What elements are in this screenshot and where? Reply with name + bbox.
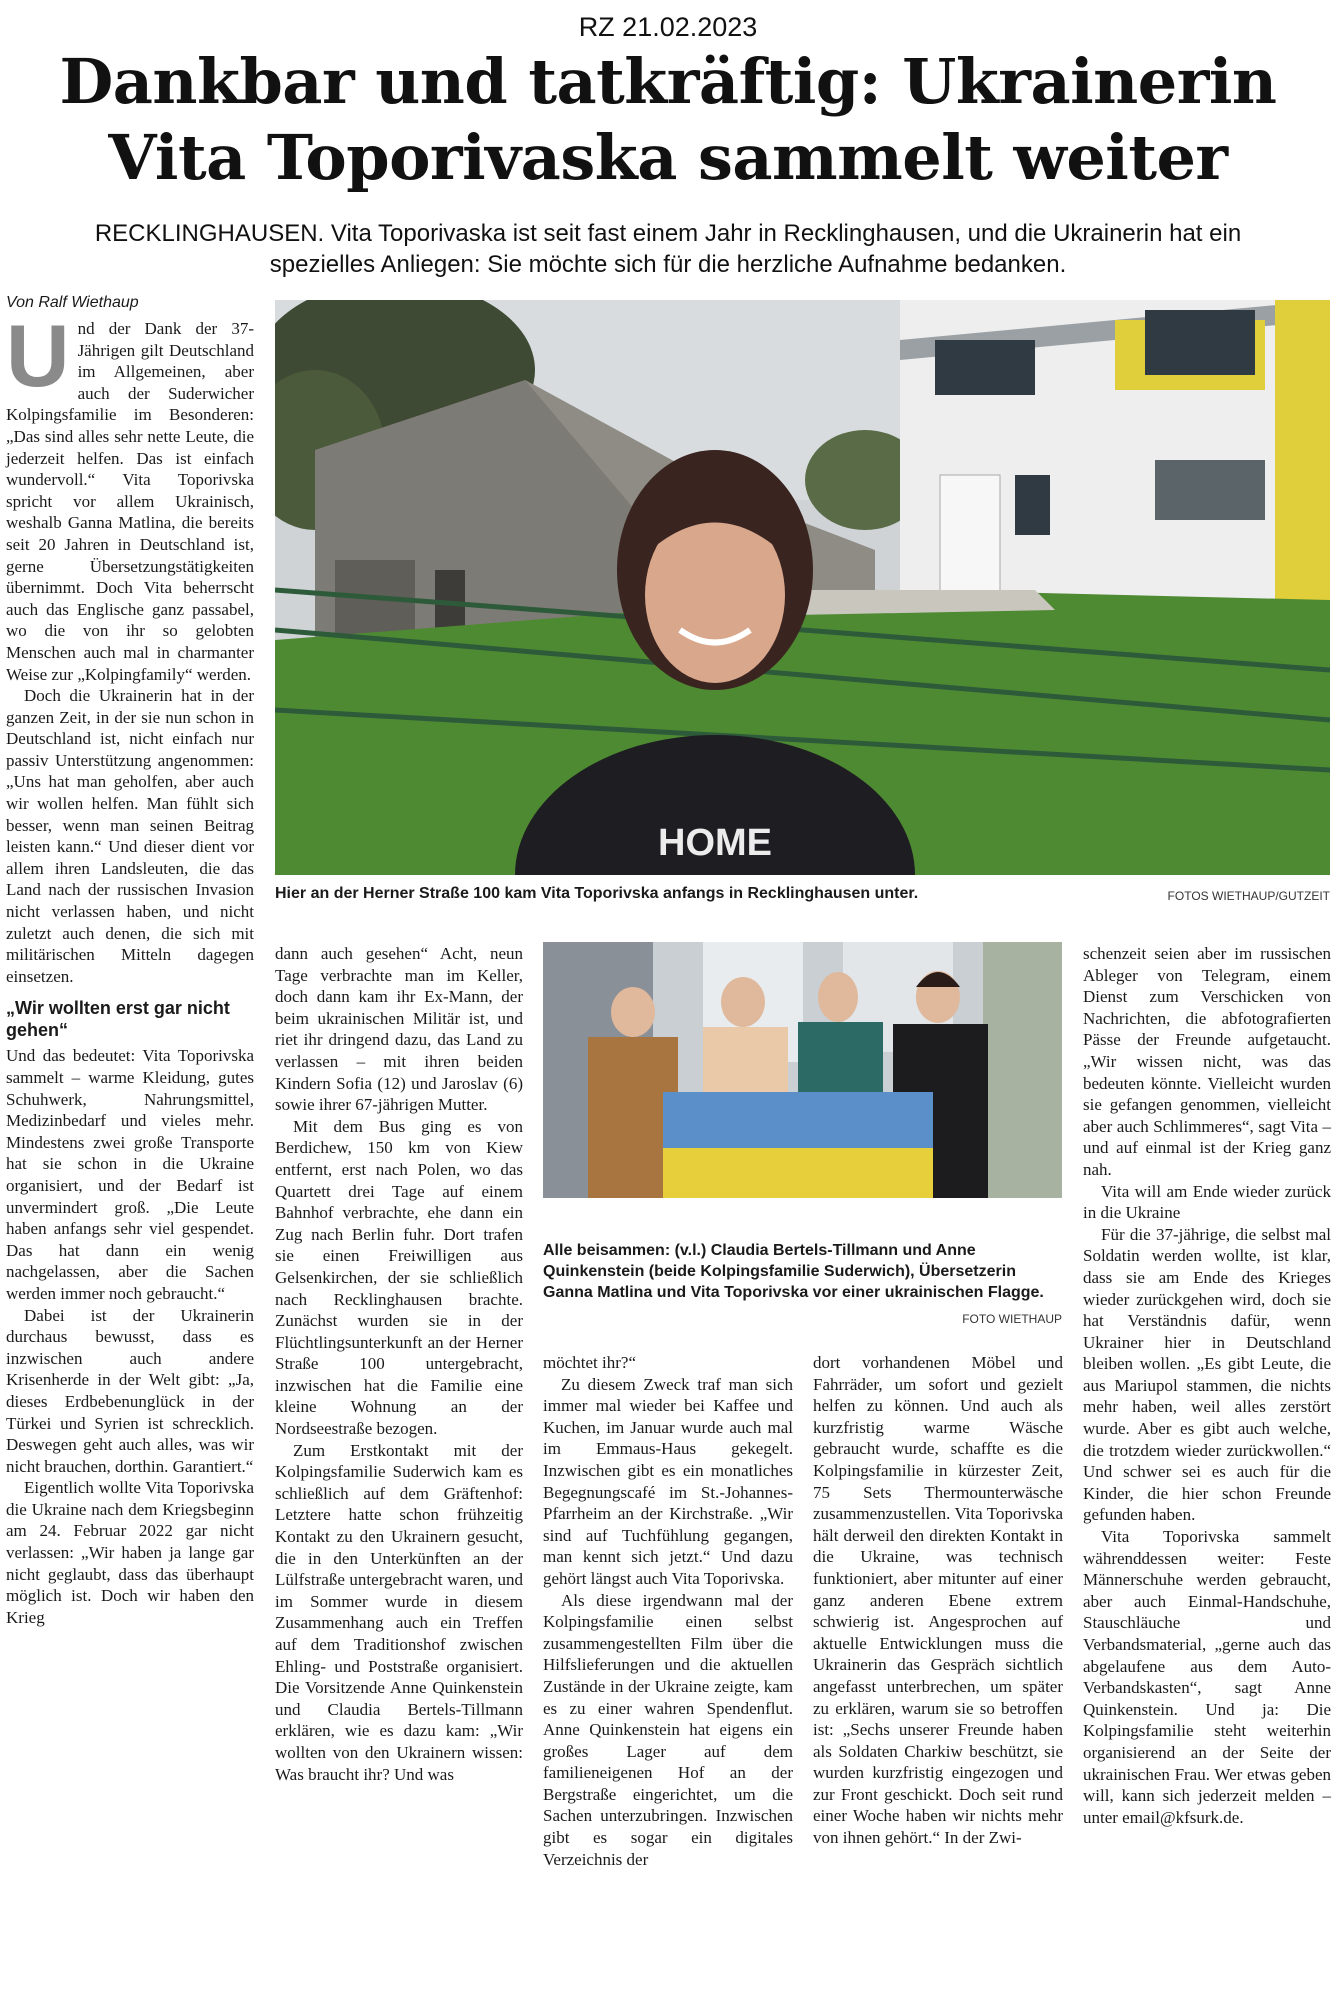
main-photo-caption: Hier an der Herner Straße 100 kam Vita Toporivska anfangs in Recklinghausen unter. xyxy=(275,885,919,902)
headline-line-2: Vita Toporivaska sammelt weiter xyxy=(108,121,1228,194)
paragraph: Doch die Ukrainerin hat in der ganzen Zeit, in der sie nun schon in Deutschland ist, nicht einfach nur passiv Unterstützung angenommen: „Uns hat man geholfen, aber auch wir wollen helfen. Man fühlt sich besser, wenn man seinen Beitrag leisten kann.“ Und dieser dient vor allem ihren Landsleuten, die das Land nach der russischen Invasion nicht verlassen haben, und nicht zuletzt auch denen, die sich mit militärischen Mitteln dagegen einsetzen. xyxy=(6,686,254,986)
article-column-3 xyxy=(543,1352,793,1870)
lead-paragraph xyxy=(40,218,1296,280)
paragraph: Mit dem Bus ging es von Berdichew, 150 km von Kiew entfernt, erst nach Polen, wo das Quartett drei Tage auf einem Bahnhof verbrachte, ehe dann ein Zug nach Berlin fuhr. Dort trafen sie einen Freiwilligen aus Gelsenkirchen, der sie schließlich nach Recklinghausen brachte. Zunächst wurden sie in der Flüchtlingsunterkunft an der Herner Straße 100 untergebracht, inzwischen hat die Familie eine kleine Wohnung an der Nordseestraße bezogen. xyxy=(275,1116,523,1439)
dropcap: U xyxy=(6,306,70,405)
lead-text: Vita Toporivaska ist seit fast einem Jahr in Recklinghausen, und die Ukrainerin hat ein spezielles Anliegen: Sie möchte sich für die herzliche Aufnahme bedanken. xyxy=(269,220,1242,278)
article-column-4 xyxy=(813,1352,1063,1849)
article-column-1 xyxy=(6,306,254,1628)
paragraph: Als diese irgendwann mal der Kolpingsfamilie einen selbst zusammengestellten Film über die Hilfslieferungen und die aktuellen Zustände in der Ukraine zeigte, kam es zu einer wahren Spendenflut. Anne Quinkenstein hat eigens ein großes Lager auf dem familieneigenen Hof an der Bergstraße eingerichtet, um die Sachen unterzubringen. Inzwischen gibt es sogar ein digitales Verzeichnis der xyxy=(543,1590,793,1869)
subheading: „Wir wollten erst gar nicht gehen“ xyxy=(6,998,230,1041)
headline-line-1: Dankbar und tatkräftig: Ukrainerin xyxy=(59,45,1277,118)
group-photo-credit: FOTO WIETHAUP xyxy=(962,1312,1062,1326)
paragraph: möchtet ihr?“ xyxy=(543,1353,636,1372)
main-photo-credit: FOTOS WIETHAUP/GUTZEIT xyxy=(1167,889,1330,903)
paragraph: Zum Erstkontakt mit der Kolpingsfamilie Suderwich kam es schließlich auf dem Gräftenhof: Letztere hatte schon frühzeitig Kontakt zu den Ukrainern gesucht, die in den Unterkünften an der Lülfstraße untergebracht waren, und im Sommer wurde in diesem Zusammenhang auch ein Treffen auf dem Traditionshof zwischen Ehling- und Poststraße organisiert. Die Vorsitzende Anne Quinkenstein und Claudia Bertels-Tillmann erklären, wie es dazu kam: „Wir wollten von den Ukrainern wissen: Was braucht ihr? Und was xyxy=(275,1440,523,1784)
dateline: RZ 21.02.2023 xyxy=(578,12,758,42)
paragraph: dann auch gesehen“ Acht, neun Tage verbrachte man im Keller, doch dann kam ihr Ex-Mann, der beim ukrainischen Militär ist, und riet ihr dringend dazu, das Land zu verlassen – mit ihren beiden Kindern Sofia (12) und Jaroslav (6) sowie ihrer 67-jährigen Mutter. xyxy=(275,944,523,1115)
paragraph: Und das bedeutet: Vita Toporivska sammelt – warme Kleidung, gutes Schuhwerk, Nahrungsmittel, Medizinbedarf und vieles mehr. Mindestens zwei große Transporte hat sie schon in die Ukraine organisiert, und der Bedarf ist unvermindert groß. „Die Leute haben anfangs sehr viel gespendet. Das hat dann ein wenig nachgelassen, aber die Sachen werden immer noch gebraucht.“ xyxy=(6,1046,254,1303)
main-photo xyxy=(275,300,1330,875)
group-photo xyxy=(543,942,1062,1198)
shirt-text: HOME xyxy=(658,822,772,864)
paragraph: Zu diesem Zweck traf man sich immer mal wieder bei Kaffee und Kuchen, im Januar wurde auch mal im Emmaus-Haus gekegelt. Inzwischen gibt es ein monatliches Begegnungscafé im St.-Johannes-Pfarrheim an der Kirchstraße. „Wir sind auf Tuchfühlung gegangen, man kennt sich jetzt.“ Und dazu gehört längst auch Vita Toporivska. xyxy=(543,1374,793,1588)
paragraph: Für die 37-jährige, die selbst mal Soldatin werden wollte, ist klar, dass sie am Ende des Krieges wieder zurückgehen wird, doch sie hat Verständnis dafür, wenn Ukrainer hier in Deutschland bleiben wollen. „Es gibt Leute, die aus Mariupol stammen, die nichts mehr haben, weil alles zerstört wurde. Aber es gibt auch welche, die trotzdem wieder zurückwollen.“ Und schwer sei es auch für die Kinder, die hier schon Freunde gefunden haben. xyxy=(1083,1224,1331,1525)
paragraph: Eigentlich wollte Vita Toporivska die Ukraine nach dem Kriegsbeginn am 24. Februar 2022 gar nicht verlassen: „Wir haben ja lange gar nicht geglaubt, dass das überhaupt möglich ist. Doch wir haben den Krieg xyxy=(6,1478,254,1627)
group-photo-illustration xyxy=(543,942,1062,1198)
headline xyxy=(20,44,1316,196)
paragraph: Vita will am Ende wieder zurück in die Ukraine xyxy=(1083,1181,1331,1223)
paragraph: Und der Dank der 37-Jährigen gilt Deutschland im Allgemeinen, aber auch der Suderwicher Kolpingsfamilie im Besonderen: „Das sind alles sehr nette Leute, die jederzeit helfen. Das ist einfach wundervoll.“ Vita Toporivska spricht vor allem Ukrainisch, weshalb Ganna Matlina, die bereits seit 20 Jahren in Deutschland ist, gerne Übersetzungstätigkeiten übernimmt. Doch Vita beherrscht auch das Englische ganz passabel, wo die von ihr so gelobten Menschen auch mal in charmanter Weise zur „Kolpingfamily“ werden. xyxy=(6,306,254,684)
paragraph: Vita Toporivska sammelt währenddessen weiter: Feste Männerschuhe werden gebraucht, aber auch Einmal-Handschuhe, Stauschläuche und Verbandsmaterial, „gerne auch das abgelaufene aus dem Auto-Verbandskasten“, sagt Anne Quinkenstein. Und ja: Die Kolpingsfamilie steht weiterhin organisierend an der Seite der ukrainischen Frau. Wer etwas geben will, kann sich jederzeit melden – unter email@kfsurk.de. xyxy=(1083,1527,1331,1827)
main-photo-illustration xyxy=(275,300,1330,875)
paragraph: dort vorhandenen Möbel und Fahrräder, um sofort und gezielt helfen zu können. Und auch als kurzfristig warme Wäsche gebraucht wurde, schaffte es die Kolpingsfamilie in kürzester Zeit, 75 Sets Thermounterwäsche zusammenzustellen. Vita Toporivska hält derweil den direkten Kontakt in die Ukraine, was technisch funktioniert, aber mitunter auf einer ganz anderen Ebene extrem schwierig ist. Angesprochen auf aktuelle Entwicklungen muss die Ukrainerin das Gespräch sichtlich angefasst unterbrechen, um später zu erklären, warum sie so betroffen ist: „Sechs unserer Freunde haben als Soldaten Charkiw beschützt, sie wurden kurzfristig eingezogen und zur Front geschickt. Doch seit rund einer Woche haben wir nichts mehr von ihnen gehört.“ In der Zwi- xyxy=(813,1353,1063,1848)
article-column-2 xyxy=(275,943,523,1785)
paragraph: Dabei ist der Ukrainerin durchaus bewusst, dass es inzwischen auch andere Krisenherde in der Welt gibt: „Ja, dieses Erdbebenunglück in der Türkei und Syrien ist schrecklich. Deswegen geht auch alles, was wir nicht brauchen, dorthin. Garantiert.“ xyxy=(6,1305,254,1476)
lead-place: RECKLINGHAUSEN. xyxy=(94,220,325,247)
article-column-5 xyxy=(1083,943,1331,1828)
paragraph: schenzeit seien aber im russischen Ableger von Telegram, einem Dienst zum Verschicken von Nachrichten, die abfotografierten Pässe der Freunde aufgetaucht. „Wir wissen nicht, was das bedeuten könnte. Vielleicht wurden sie gefangen genommen, vielleicht aber auch Schlimmeres“, sagt Vita – und auf einmal ist der Krieg ganz nah. xyxy=(1083,944,1331,1179)
group-photo-caption: Alle beisammen: (v.l.) Claudia Bertels-Tillmann und Anne Quinkenstein (beide Kolpingsfamilie Suderwich), Übersetzerin Ganna Matlina und Vita Toporivska vor einer ukrainischen Flagge. xyxy=(543,1242,1044,1301)
byline: Von Ralf Wiethaup xyxy=(6,294,139,311)
